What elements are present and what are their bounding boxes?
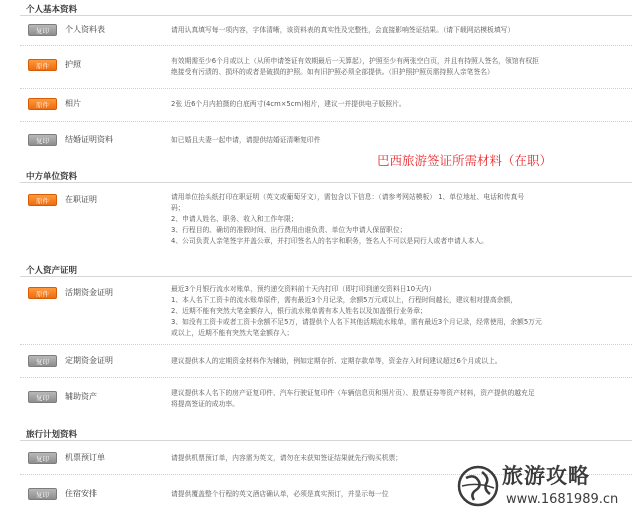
copy-badge: 复印	[28, 452, 57, 464]
section-title-employer: 中方单位资料	[26, 172, 78, 182]
row-label-deposit: 定期资金证明	[65, 356, 113, 365]
divider	[20, 45, 632, 46]
row-label-hotel: 住宿安排	[65, 489, 97, 498]
row-desc-deposit: 建议提供本人的定期资金材料作为辅助，例如定期存折、定期存款单等，资金存入时间建议超过6个月或以上。	[171, 357, 502, 365]
row-desc-photo: 2张 近6个月内拍摄的白底两寸(4cm×5cm)相片，建议一并提供电子版照片。	[171, 100, 406, 108]
row-desc-form: 请用认真填写每一项内容，字体清晰，该资料表的真实性及完整性，会直接影响签证结果。（请下载网站模板填写）	[171, 26, 515, 34]
watermark-url: www.1681989.cn	[506, 492, 619, 507]
section-title-basic: 个人基本资料	[26, 5, 78, 15]
row-desc-passport: 有效期需至少6个月或以上（从所申请签证有效期最后一天算起），护照至少有两张空白页，并且有持照人签名，领馆有权拒 绝接受有污渍的、损坏的或者是破损的护照。如有旧护照必须全部提供。（旧护照护照页需持照人亲笔签名）	[171, 57, 539, 76]
row-label-flight: 机票预订单	[65, 453, 105, 462]
divider	[20, 121, 632, 122]
row-label-photo: 相片	[65, 99, 81, 108]
row-desc-flight: 请提供机票预订单，内容需为英文，请勿在未获知签证结果就先行购买机票；	[171, 454, 403, 462]
divider	[20, 182, 632, 183]
copy-badge: 复印	[28, 355, 57, 367]
original-badge: 原件	[28, 287, 57, 299]
copy-badge: 复印	[28, 134, 57, 146]
row-label-assets: 辅助资产	[65, 392, 97, 401]
section-title-assets: 个人资产证明	[26, 266, 78, 276]
original-badge: 原件	[28, 194, 57, 206]
row-label-form: 个人资料表	[65, 25, 105, 34]
row-desc-assets: 建议提供本人名下的房产证复印件、汽车行驶证复印件（车辆信息页和照片页）、股票证券等资产材料，资产提供的越充足 将提高签证的成功率。	[171, 389, 535, 408]
original-badge: 原件	[28, 98, 57, 110]
watermark-title: 旅游攻略	[502, 463, 590, 488]
row-desc-employment: 请用单位抬头纸打印在职证明（英文或葡萄牙文），需包含以下信息：（请参考网站模板） 1、单位地址、电话和传真号 码； 2、申请人姓名、职务、收入和工作年限； 3、行程目的、确切的准假时间、出行费用由谁负责、单位为申请人保留职位； 4、公司负责人亲笔签字并盖公章，并打印签名人的名字和职务，签名人不可以是同行人或者申请人本人。	[171, 193, 525, 245]
row-desc-hotel: 请提供覆盖整个行程的英文酒店确认单，必须是真实预订，并显示每一位	[171, 490, 389, 498]
row-label-savings: 活期资金证明	[65, 288, 113, 297]
divider	[20, 88, 632, 89]
divider	[20, 15, 632, 16]
original-badge: 原件	[28, 59, 57, 71]
watermark	[452, 458, 634, 518]
document-note: 巴西旅游签证所需材料（在职）	[377, 153, 553, 168]
copy-badge: 复印	[28, 488, 57, 500]
copy-badge: 复印	[28, 391, 57, 403]
divider	[20, 344, 632, 345]
row-label-passport: 护照	[65, 60, 81, 69]
divider	[20, 276, 632, 277]
divider	[20, 440, 632, 441]
row-desc-marriage: 如已婚且夫妻一起申请，请提供结婚证清晰复印件	[171, 136, 321, 144]
copy-badge: 复印	[28, 24, 57, 36]
row-label-marriage: 结婚证明资料	[65, 135, 113, 144]
globe-logo-icon	[456, 464, 500, 508]
divider	[20, 377, 632, 378]
section-title-travel: 旅行计划资料	[26, 430, 78, 440]
row-label-employment: 在职证明	[65, 195, 97, 204]
row-desc-savings: 最近3个月银行流水对账单，预约递交资料前十天内打印（即打印到递交资料日10天内） 1、本人名下工资卡的流水账单原件，需有最近3个月记录，余额5万元或以上，行程时间越长，建议相对提高余额， 2、近期不能有突然大笔金额存入，银行流水账单需有本人姓名以及加盖银行业务章； 3、如没有工资卡或者工资卡余额不足5万，请提供个人名下其他活期流水账单，需有最近3个月记录，经常使用，余额5万元 或以上，近期不能有突然大笔金额存入；	[171, 285, 542, 337]
